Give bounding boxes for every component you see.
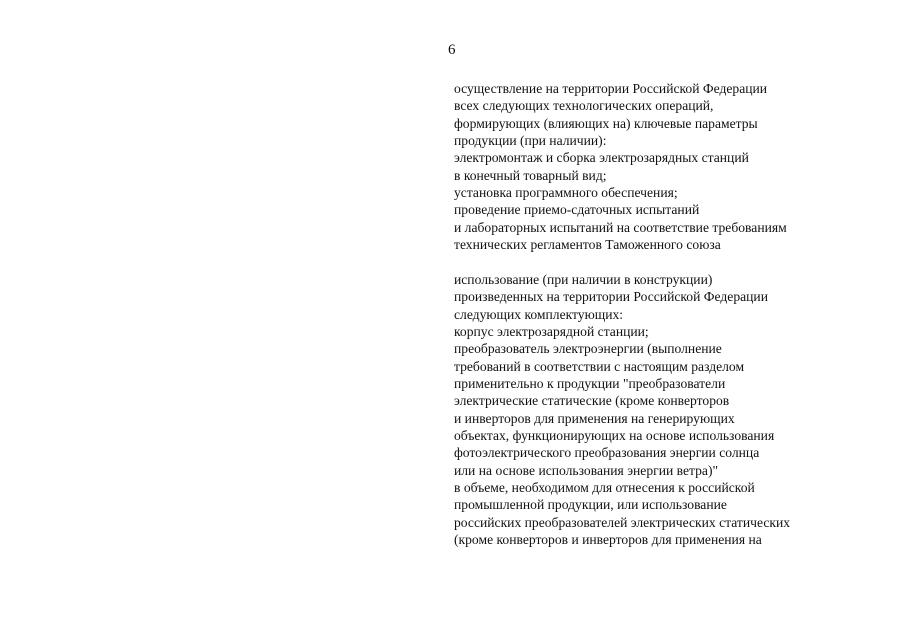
text-line: следующих комплектующих: [454, 306, 624, 322]
text-line: корпус электрозарядной станции; [454, 324, 649, 340]
paragraph-components-usage [454, 271, 874, 549]
text-line: промышленной продукции, или использование [454, 497, 727, 513]
text-line: в объеме, необходимом для отнесения к российской [454, 480, 755, 496]
text-line: требований в соответствии с настоящим разделом [454, 358, 745, 374]
text-line: (кроме конверторов и инверторов для применения на [454, 532, 762, 548]
text-line: проведение приемо-сдаточных испытаний [454, 202, 700, 218]
text-line: установка программного обеспечения; [454, 185, 678, 201]
text-line: использование (при наличии в конструкции) [454, 272, 713, 287]
text-line: осуществление на территории Российской Федерации [454, 81, 768, 96]
text-line: формирующих (влияющих на) ключевые параметры [454, 115, 758, 131]
text-line: фотоэлектрического преобразования энергии солнца [454, 445, 760, 461]
text-line: в конечный товарный вид; [454, 167, 607, 183]
text-line: всех следующих технологических операций, [454, 98, 714, 114]
text-line: электрические статические (кроме конверторов [454, 393, 730, 409]
text-line: электромонтаж и сборка электрозарядных станций [454, 150, 749, 166]
text-line: российских преобразователей электрических статических [454, 514, 791, 530]
text-line: объектах, функционирующих на основе использования [454, 428, 775, 444]
text-line: произведенных на территории Российской Федерации [454, 289, 768, 305]
page-number: 6 [448, 42, 456, 58]
text-line: продукции (при наличии): [454, 133, 607, 149]
text-line: и лабораторных испытаний на соответствие требованиям [454, 219, 787, 235]
text-line: технических регламентов Таможенного союза [454, 237, 721, 253]
text-line: применительно к продукции "преобразователи [454, 376, 726, 392]
text-line: или на основе использования энергии ветра)" [454, 462, 719, 478]
text-line: преобразователь электроэнергии (выполнение [454, 341, 722, 357]
text-line: и инверторов для применения на генерирующих [454, 410, 735, 426]
paragraph-technological-operations [454, 80, 874, 253]
